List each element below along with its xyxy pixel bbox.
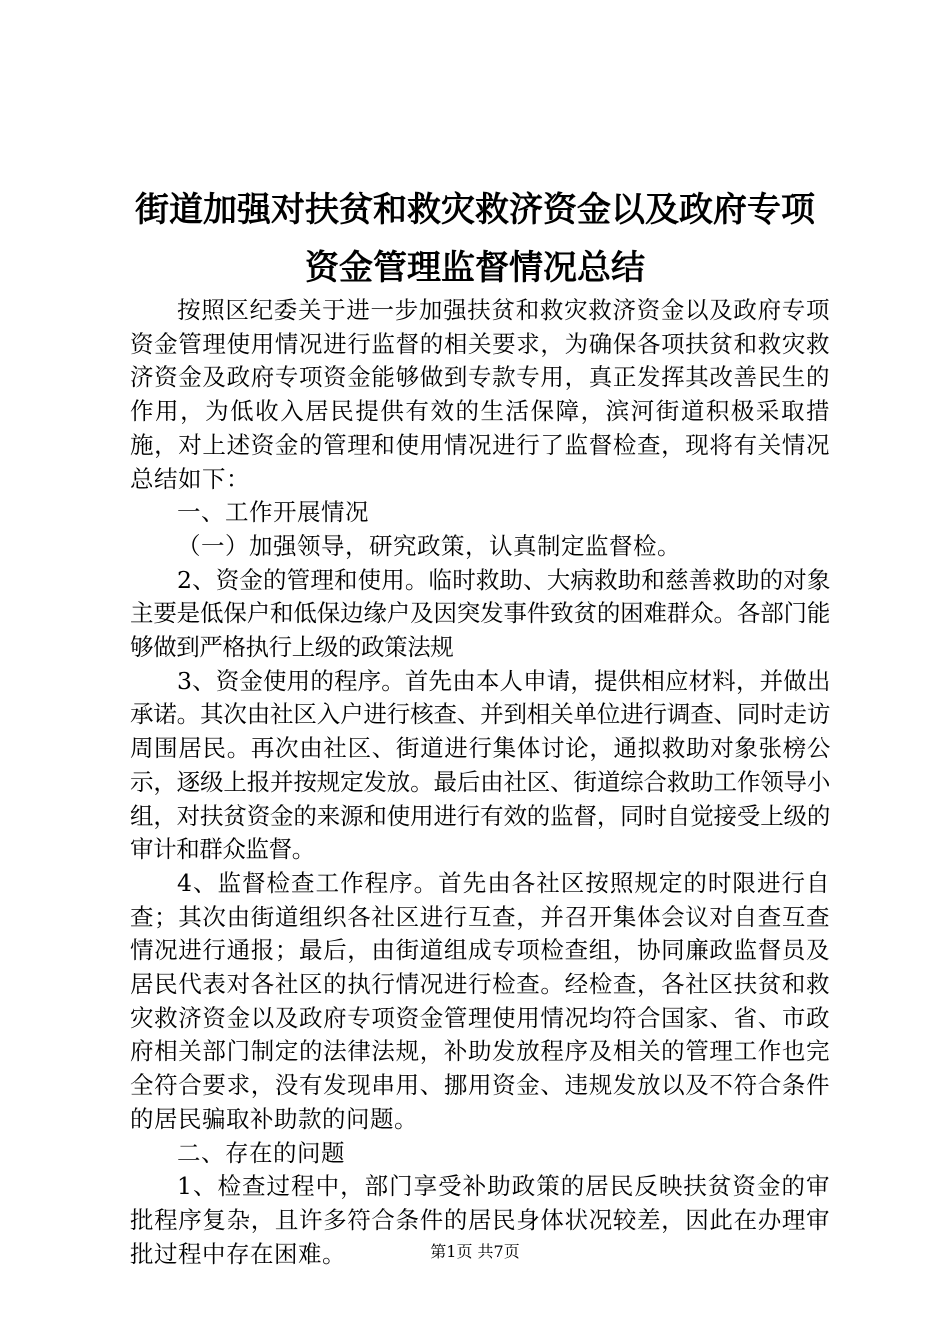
document-body — [130, 294, 830, 1271]
paragraph-intro: 按照区纪委关于进一步加强扶贫和救灾救济资金以及政府专项资金管理使用情况进行监督的相关要求，为确保各项扶贫和救灾救济资金及政府专项资金能够做到专款专用，真正发挥其改善民生的作用，为低收入居民提供有效的生活保障，滨河街道积极采取措施，对上述资金的管理和使用情况进行了监督检查，现将有关情况总结如下： — [130, 296, 830, 493]
document-title-line-1: 街道加强对扶贫和救灾救济资金以及政府专项 — [135, 190, 815, 230]
paragraph-problem-1: 1、检查过程中，部门享受补助政策的居民反映扶贫资金的审批程序复杂，且许多符合条件的居民身体状况较差，因此在办理审批过程中存在困难。 — [130, 1172, 830, 1268]
document-title-line-2: 资金管理监督情况总结 — [305, 248, 645, 288]
paragraph-inspection-procedure: 4、监督检查工作程序。首先由各社区按照规定的时限进行自查；其次由街道组织各社区进行互查，并召开集体会议对自查互查情况进行通报；最后，由街道组成专项检查组，协同廉政监督员及居民代表对各社区的执行情况进行检查。经检查，各社区扶贫和救灾救济资金以及政府专项资金管理使用情况均符合国家、省、市政府相关部门制定的法律法规，补助发放程序及相关的管理工作也完全符合要求，没有发现串用、挪用资金、违规发放以及不符合条件的居民骗取补助款的问题。 — [130, 868, 830, 1133]
paragraph-fund-procedure: 3、资金使用的程序。首先由本人申请，提供相应材料，并做出承诺。其次由社区入户进行核查、并到相关单位进行调查、同时走访周围居民。再次由社区、街道进行集体讨论，通拟救助对象张榜公示，逐级上报并按规定发放。最后由社区、街道综合救助工作领导小组，对扶贫资金的来源和使用进行有效的监督，同时自觉接受上级的审计和群众监督。 — [130, 666, 830, 864]
paragraph-fund-management: 2、资金的管理和使用。临时救助、大病救助和慈善救助的对象主要是低保户和低保边缘户及因突发事件致贫的困难群众。各部门能够做到严格执行上级的政策法规 — [130, 565, 830, 662]
section-heading-work: 一、工作开展情况 — [177, 498, 369, 527]
subsection-heading-leadership: （一）加强领导，研究政策，认真制定监督检。 — [177, 531, 681, 560]
page-footer: 第1页 共7页 — [430, 1242, 520, 1261]
section-heading-problems: 二、存在的问题 — [177, 1138, 345, 1167]
